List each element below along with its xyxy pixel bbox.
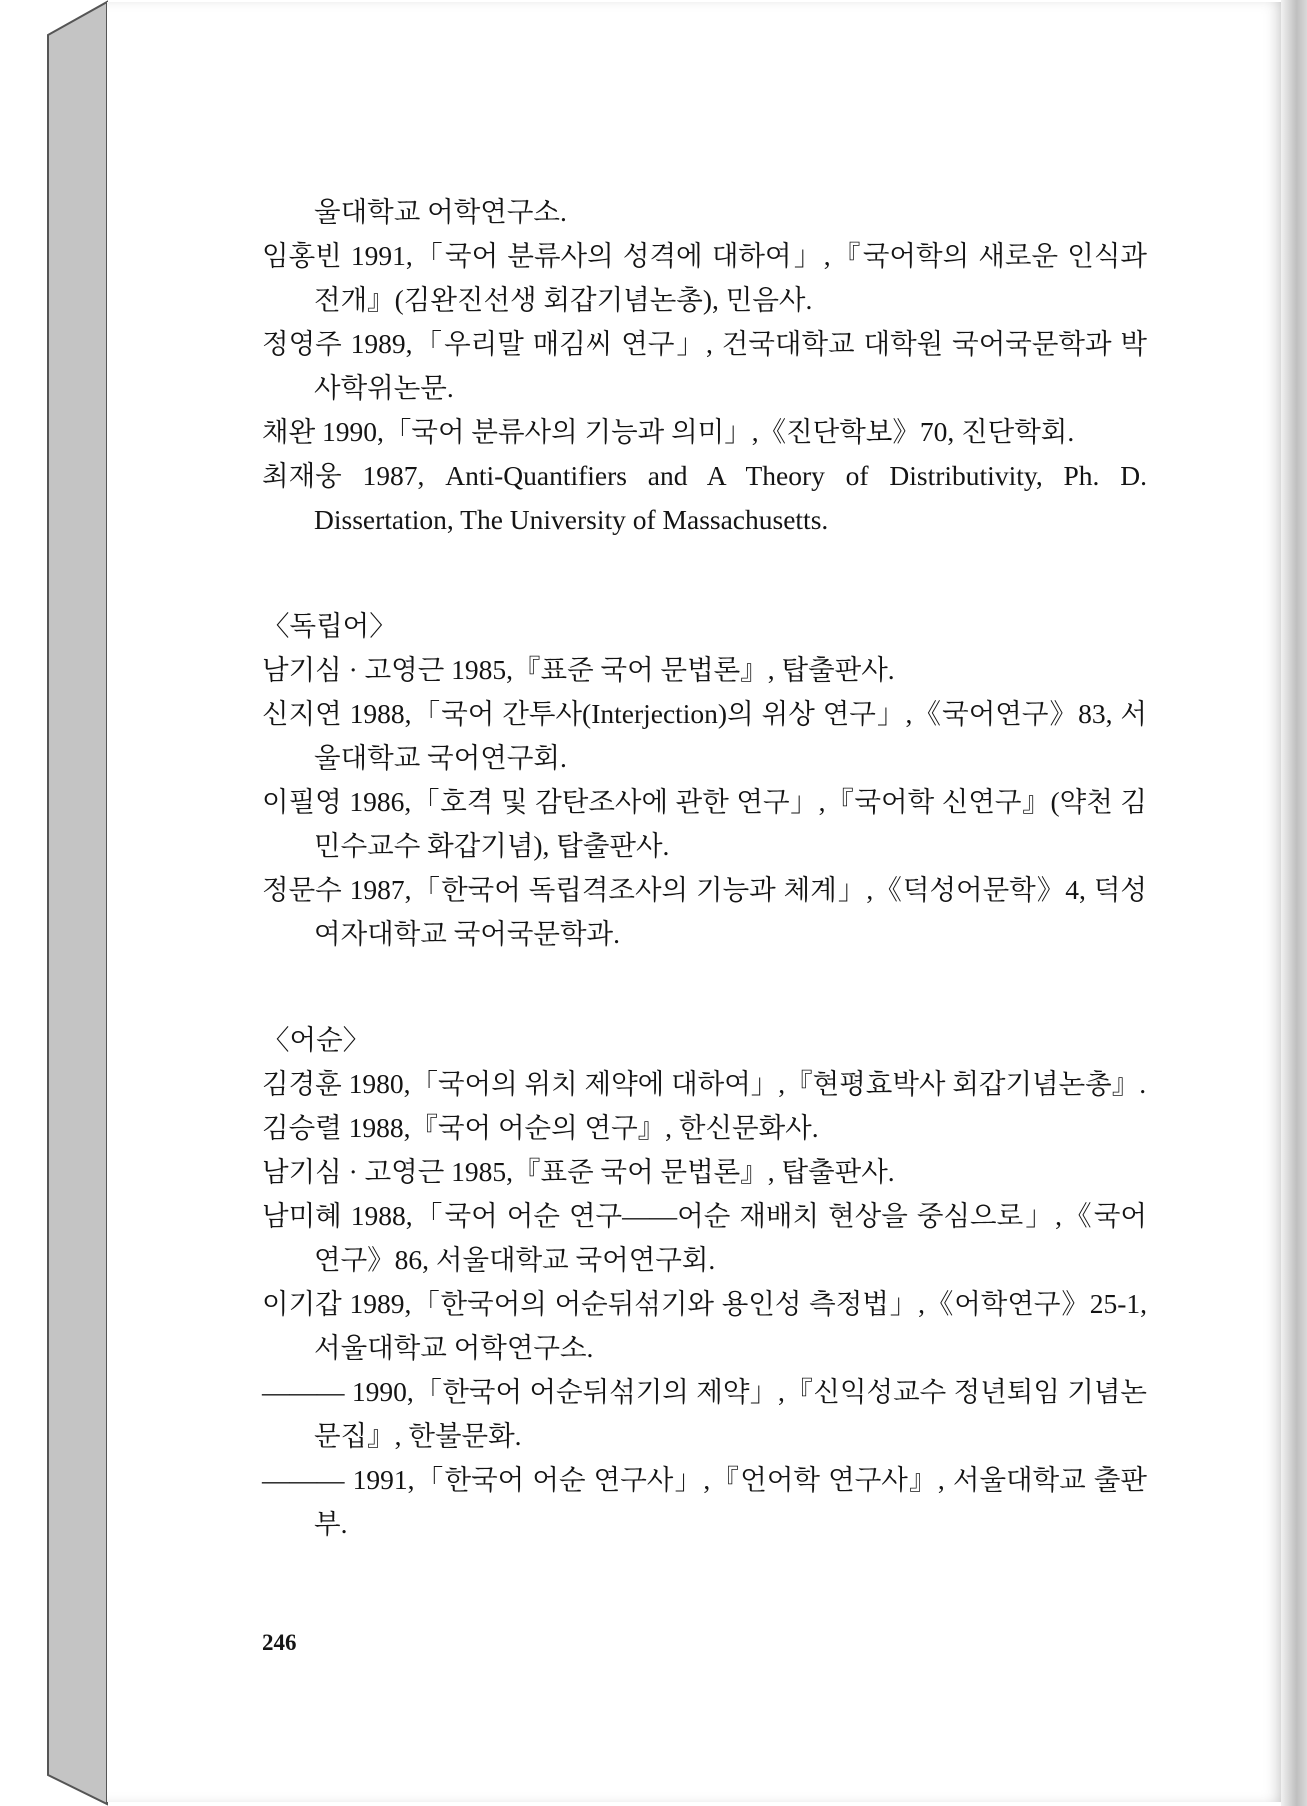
reference-list — [262, 190, 1147, 1546]
reference-entry: 남기심 · 고영근 1985,『표준 국어 문법론』, 탑출판사. — [262, 1156, 895, 1187]
reference-entry: 정영주 1989,「우리말 매김씨 연구」, 건국대학교 대학원 국어국문학과 박사학위논문. — [262, 328, 1147, 403]
reference-entry: 이필영 1986,「호격 및 감탄조사에 관한 연구」,『국어학 신연구』(약천 김민수교수 화갑기념), 탑출판사. — [262, 786, 1147, 861]
reference-entry: 김승렬 1988,『국어 어순의 연구』, 한신문화사. — [262, 1112, 819, 1143]
reference-entry: 최재웅 1987, Anti-Quantifiers and A Theory of Distributivity, Ph. D. Dissertation, The University of Massachusetts. — [262, 460, 1147, 535]
section-heading: 〈어순〉 — [262, 1024, 371, 1055]
page-right-edge-shadow — [1281, 0, 1307, 1806]
section-word-order — [262, 1018, 1147, 1546]
reference-entry: ——— 1990,「한국어 어순뒤섞기의 제약」,『신익성교수 정년퇴임 기념논문집』, 한불문화. — [262, 1376, 1147, 1451]
reference-entry: 신지연 1988,「국어 간투사(Interjection)의 위상 연구」,《국어연구》83, 서울대학교 국어연구회. — [262, 698, 1147, 773]
reference-entry: 남미혜 1988,「국어 어순 연구——어순 재배치 현상을 중심으로」,《국어연구》86, 서울대학교 국어연구회. — [262, 1200, 1147, 1275]
reference-entry: 임홍빈 1991,「국어 분류사의 성격에 대하여」,『국어학의 새로운 인식과 전개』(김완진선생 회갑기념논총), 민음사. — [262, 240, 1147, 315]
reference-entry: 남기심 · 고영근 1985,『표준 국어 문법론』, 탑출판사. — [262, 654, 895, 685]
reference-entry: 김경훈 1980,「국어의 위치 제약에 대하여」,『현평효박사 회갑기념논총』. — [262, 1068, 1147, 1099]
section-independent-words — [262, 604, 1147, 956]
page-number: 246 — [262, 1630, 297, 1655]
reference-entry: 정문수 1987,「한국어 독립격조사의 기능과 체계」,《덕성어문학》4, 덕성여자대학교 국어국문학과. — [262, 874, 1147, 949]
section-continuation — [262, 190, 1147, 542]
reference-entry: 울대학교 어학연구소. — [314, 196, 567, 227]
section-heading: 〈독립어〉 — [262, 610, 397, 641]
reference-entry: ——— 1991,「한국어 어순 연구사」,『언어학 연구사』, 서울대학교 출판부. — [262, 1464, 1147, 1539]
reference-entry: 채완 1990,「국어 분류사의 기능과 의미」,《진단학보》70, 진단학회. — [262, 416, 1075, 447]
reference-entry: 이기갑 1989,「한국어의 어순뒤섞기와 용인성 측정법」,《어학연구》25-1, 서울대학교 어학연구소. — [262, 1288, 1147, 1363]
